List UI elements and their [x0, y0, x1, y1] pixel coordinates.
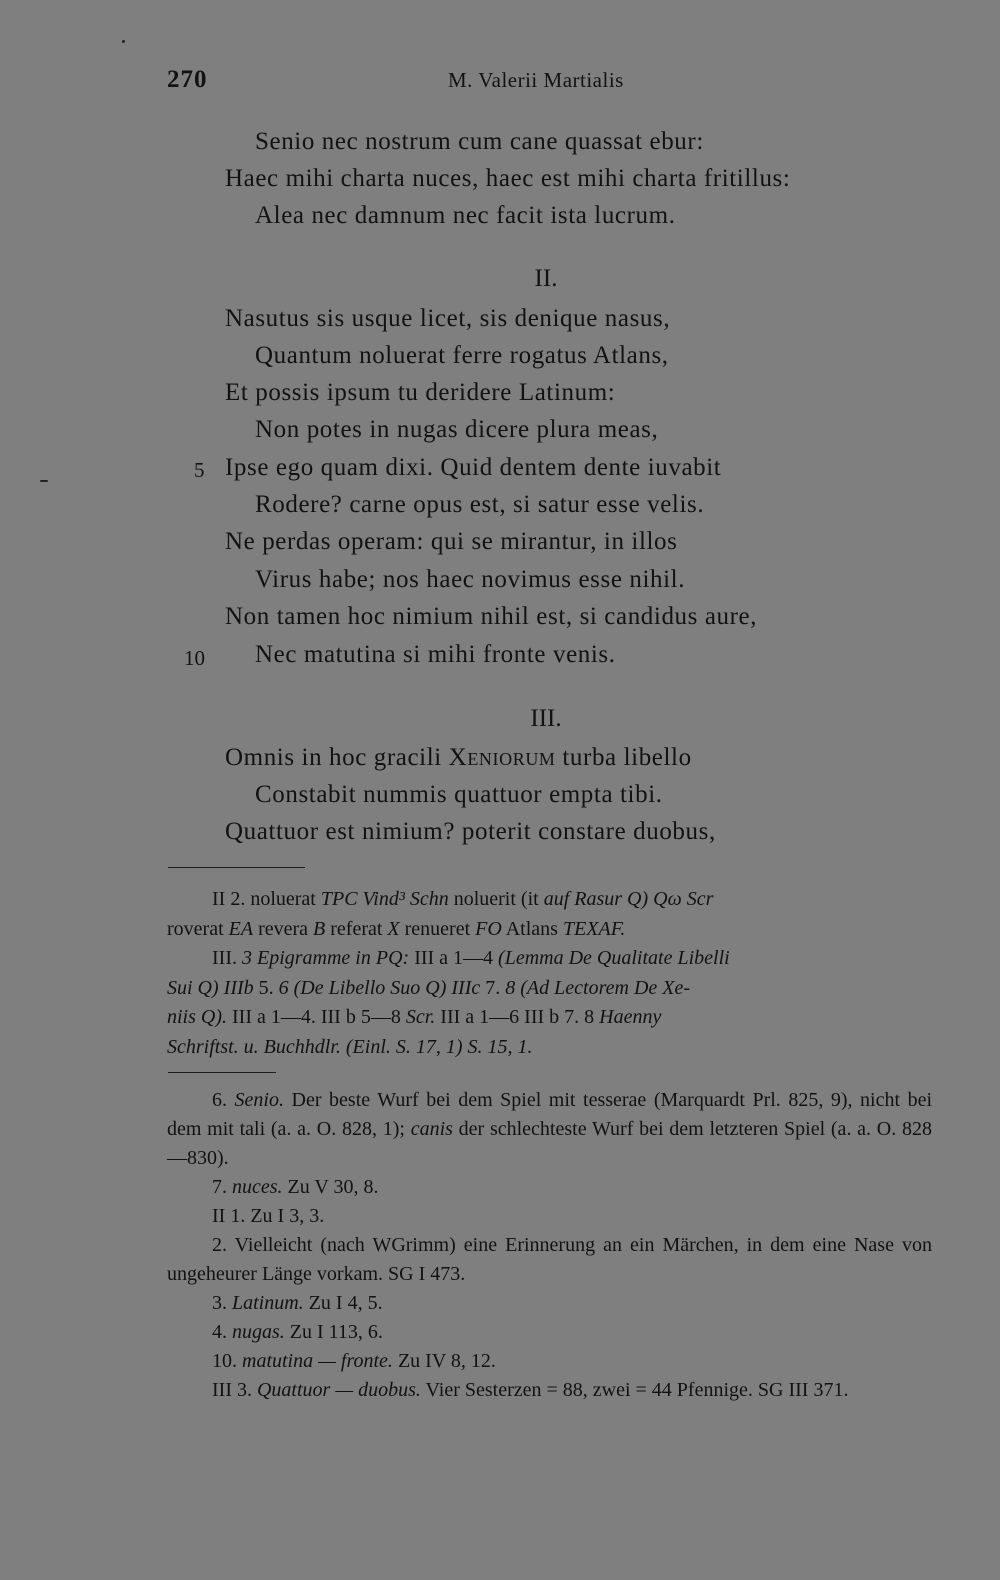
verse-line: Omnis in hoc gracili Xeniorum turba libello — [225, 744, 692, 771]
verse-line: Non potes in nugas dicere plura meas, — [255, 416, 659, 443]
apparatus-line: niis Q). III a 1—4. III b 5—8 Scr. III a 1—6 III b 7. 8 Haenny — [167, 1006, 662, 1028]
note: III 3. Quattuor — duobus. Vier Sesterzen = 88, zwei = 44 Pfennige. SG III 371. — [212, 1379, 849, 1401]
section-heading-II: II. — [534, 265, 558, 292]
note: 3. Latinum. Zu I 4, 5. — [212, 1292, 383, 1314]
note: 10. matutina — fronte. Zu IV 8, 12. — [212, 1350, 496, 1372]
verse-line: Virus habe; nos haec novimus esse nihil. — [255, 566, 686, 593]
verse-line: Quantum noluerat ferre rogatus Atlans, — [255, 342, 669, 369]
running-title: M. Valerii Martialis — [448, 68, 624, 92]
verse-line: Senio nec nostrum cum cane quassat ebur: — [255, 128, 704, 155]
verse-line: Ipse ego quam dixi. Quid dentem dente iuvabit — [225, 454, 722, 481]
line-number: 10 — [184, 646, 205, 670]
verse-line: Alea nec damnum nec facit ista lucrum. — [255, 202, 676, 229]
apparatus-line: III. 3 Epigramme in PQ: III a 1—4 (Lemma De Qualitate Libelli — [212, 947, 730, 969]
page-header — [0, 66, 1000, 102]
verse-line: Non tamen hoc nimium nihil est, si candidus aure, — [225, 603, 758, 630]
apparatus-rule — [168, 867, 305, 868]
verse-line: Ne perdas operam: qui se mirantur, in illos — [225, 528, 678, 555]
verse-line: Haec mihi charta nuces, haec est mihi charta fritillus: — [225, 165, 791, 192]
notes-rule — [168, 1072, 276, 1073]
line-number: 5 — [194, 458, 205, 482]
verse-line: Rodere? carne opus est, si satur esse velis. — [255, 491, 705, 518]
note: 4. nugas. Zu I 113, 6. — [212, 1321, 383, 1343]
scan-speck — [40, 480, 48, 482]
verse-line: Et possis ipsum tu deridere Latinum: — [225, 379, 616, 406]
apparatus-line: II 2. noluerat TPC Vind³ Schn noluerit (it auf Rasur Q) Qω Scr — [212, 888, 714, 910]
note: 7. nuces. Zu V 30, 8. — [212, 1176, 379, 1198]
apparatus-line: roverat EA revera B referat X renueret FO Atlans TEXAF. — [167, 917, 626, 940]
verse-line: Nec matutina si mihi fronte venis. — [255, 641, 616, 668]
apparatus-line: Schriftst. u. Buchhdlr. (Einl. S. 17, 1) S. 15, 1. — [167, 1035, 533, 1058]
section-heading-III: III. — [530, 705, 562, 732]
note: II 1. Zu I 3, 3. — [212, 1205, 325, 1227]
apparatus-line: Sui Q) IIIb 5. 6 (De Libello Suo Q) IIIc 7. 8 (Ad Lectorem De Xe- — [167, 976, 691, 999]
verse-line: Nasutus sis usque licet, sis denique nasus, — [225, 305, 671, 332]
verse-line: Quattuor est nimium? poterit constare duobus, — [225, 818, 716, 845]
page-number: 270 — [167, 66, 208, 93]
note: 2. Vielleicht (nach WGrimm) eine Erinnerung an ein Märchen, in dem eine Nase von ungeheurer Länge vorkam. SG I 473. — [167, 1234, 932, 1285]
critical-apparatus — [167, 885, 932, 1062]
commentary-notes — [167, 1086, 932, 1405]
verse-line: Constabit nummis quattuor empta tibi. — [255, 781, 663, 808]
scan-speck — [122, 40, 125, 43]
note: 6. Senio. Der beste Wurf bei dem Spiel mit tesserae (Marquardt Prl. 825, 9), nicht bei dem mit tali (a. a. O. 828, 1); canis der schlechteste Wurf bei dem letzteren Spiel (a. a. O. 828—830). — [167, 1089, 932, 1169]
